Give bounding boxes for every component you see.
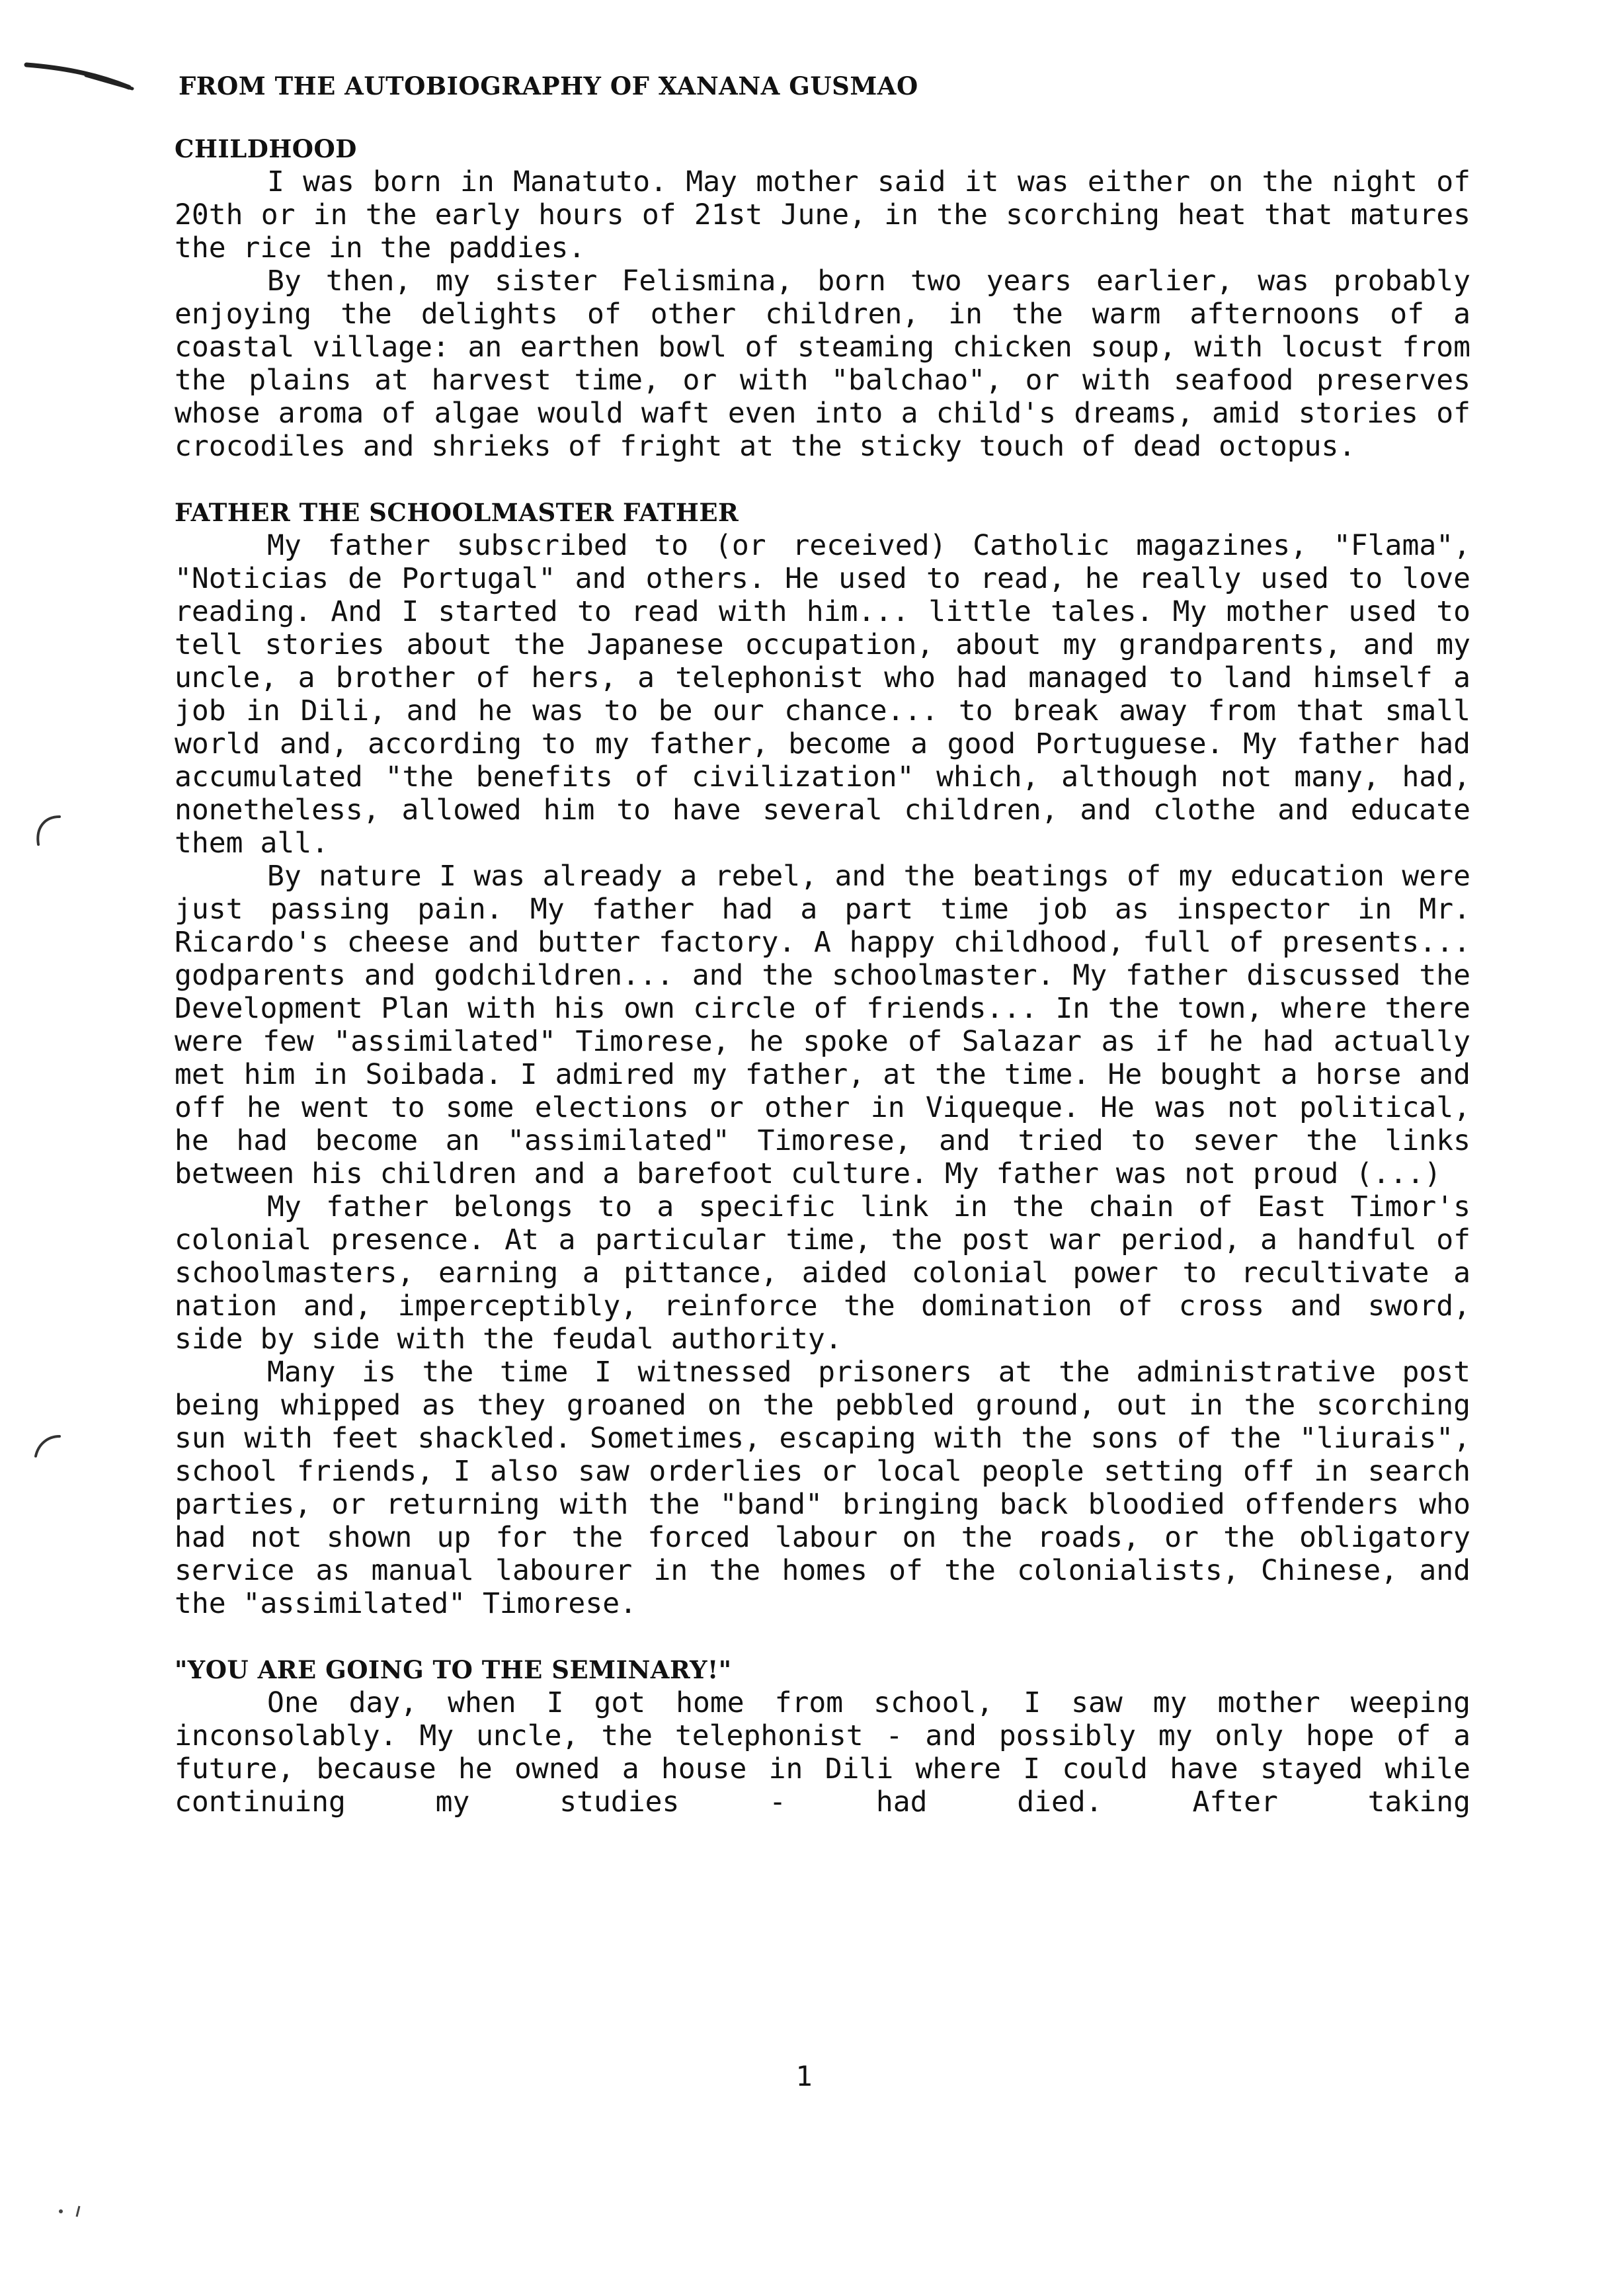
margin-pen-stroke [20,46,139,99]
section-heading: "YOU ARE GOING TO THE SEMINARY!" [175,1655,732,1684]
section-childhood [175,132,1470,463]
corner-speck [53,2202,93,2222]
paragraph: My father subscribed to (or received) Catholic magazines, "Flama", "Noticias de Portugal" and others. He used to read, he really used to love reading. And I started to read with him... little tales. My mother used to tell stories about the Japanese occupation, about my grandparents, and my uncle, a brother of hers, a telephonist who had managed to land himself a job in Dili, and he was to be our chance... to break away from that small world and, according to my father, become a good Portuguese. My father had accumulated "the benefits of civilization" which, although not many, had, nonetheless, allowed him to have several children, and clothe and educate them all. [175,529,1470,860]
section-heading: CHILDHOOD [175,134,357,163]
margin-bracket-mark-2 [26,1428,66,1468]
paragraph: I was born in Manatuto. May mother said it was either on the night of 20th or in the early hours of 21st June, in the scorching heat that matures the rice in the paddies. [175,165,1470,265]
margin-bracket-mark [26,810,66,863]
section-heading: FATHER THE SCHOOLMASTER FATHER [175,498,739,527]
document-body [175,132,1470,1852]
page-number: 1 [795,2060,813,2092]
section-seminary [175,1653,1470,1819]
section-father [175,496,1470,1620]
paragraph: By then, my sister Felismina, born two years earlier, was probably enjoying the delights of other children, in the warm afternoons of a coastal village: an earthen bowl of steaming chicken soup, with locust from the plains at harvest time, or with "balchao", or with seafood preserves whose aroma of algae would waft even into a child's dreams, amid stories of crocodiles and shrieks of fright at the sticky touch of dead octopus. [175,265,1470,463]
paragraph: One day, when I got home from school, I saw my mother weeping inconsolably. My uncle, the telephonist - and possibly my only hope of a future, because he owned a house in Dili where I could have stayed while continuing my studies - had died. After taking [175,1686,1470,1819]
paragraph: By nature I was already a rebel, and the beatings of my education were just passing pain. My father had a part time job as inspector in Mr. Ricardo's cheese and butter factory. A happy childhood, full of presents... godparents and godchildren... and the schoolmaster. My father discussed the Development Plan with his own circle of friends... In the town, where there were few "assimilated" Timorese, he spoke of Salazar as if he had actually met him in Soibada. I admired my father, at the time. He bought a horse and off he went to some elections or other in Viqueque. He was not political, he had become an "assimilated" Timorese, and tried to sever the links between his children and a barefoot culture. My father was not proud (...) [175,860,1470,1190]
paragraph: Many is the time I witnessed prisoners at the administrative post being whipped as they groaned on the pebbled ground, out in the scorching sun with feet shackled. Sometimes, escaping with the sons of the "liurais", school friends, I also saw orderlies or local people setting off in search parties, or returning with the "band" bringing back bloodied offenders who had not shown up for the forced labour on the roads, or the obligatory service as manual labourer in the homes of the colonialists, Chinese, and the "assimilated" Timorese. [175,1356,1470,1620]
document-title: FROM THE AUTOBIOGRAPHY OF XANANA GUSMAO [179,71,918,101]
paragraph: My father belongs to a specific link in the chain of East Timor's colonial presence. At a particular time, the post war period, a handful of schoolmasters, earning a pittance, aided colonial power to recultivate a nation and, imperceptibly, reinforce the domination of cross and sword, side by side with the feudal authority. [175,1190,1470,1356]
